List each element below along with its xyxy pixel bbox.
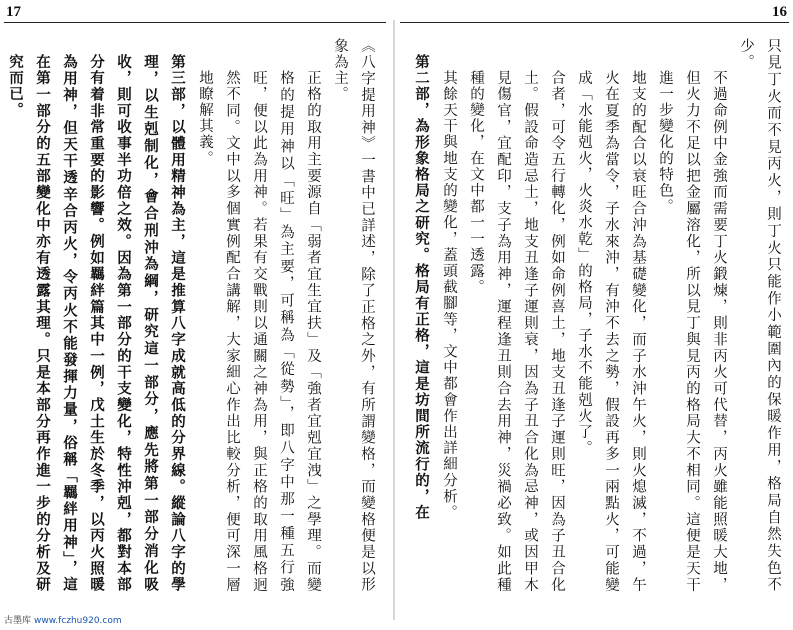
paragraph: 合者，可令五行轉化，例如命例喜土，地支丑逢子運則旺，因為子丑合化土。假設命造忌土，地支丑逢子運則衰，因為子丑合化為忌神，或因甲木見傷官，宜配印，支子為用神，運程逢丑則合去用神，災禍必致。如此種種的變化，在文中都一一透露。 <box>468 69 565 593</box>
header-rule-left <box>4 22 386 23</box>
book-spine <box>393 20 395 620</box>
site-watermark <box>4 613 122 626</box>
paragraph: 地支的配合以衰旺合沖為基礎變化，而子水沖午火，則火熄滅，不過，午火在夏季為當令，子水來沖，有沖不去之勢，假設再多一兩點火，可能變成「水能剋火，火炎水乾」的格局，子水不能剋火了。 <box>576 69 646 593</box>
paragraph: 其餘天干與地支的變化，蓋頭截腳等，文中都會作出詳細分析。 <box>441 69 457 521</box>
paragraph: 《八字提用神》一書中已詳述，除了正格之外，有所謂變格，而變格便是以形象為主。 <box>332 38 375 593</box>
paragraph: 正格的取用主要源自「弱者宜生宜扶」及「強者宜剋宜洩」之學理。而變格的提用神以「旺」為主要，可稱為「從勢」，即八字中那一種五行強旺，便以此為用神。若果有交戰則以通關之神為用，與正格的取用風格迥然不同。文中以多個實例配合講解，大家細心作出比較分析，便可深一層地瞭解其義。 <box>197 69 321 593</box>
site-url: www.fczhu920.com <box>34 616 122 626</box>
right-page-text <box>414 38 786 593</box>
section-heading-part-three: 第三部，以體用精神為主，這是推算八字成就高低的分界線。縱論八字的學理，以生剋制化，會合刑沖為綱，研究這一部分，應先將第一部分消化吸收，則可收事半功倍之效。因為第一部分的干支變化，特性沖剋，都對本部分有着非常重要的影響。例如羈絆篇其中一例，戊土生於冬季，以丙火照暖為用神，但天干透辛合丙火，令丙火不能發揮力量，俗稱「羈絆用神」，這在第一部分的五部變化中亦有透露其理。只是本部分再作進一步的分析及研究而已。 <box>7 53 186 593</box>
paragraph: 不過命例中金強而需要丁火鍛煉，則非丙火可代替，丙火雖能照暖大地，但火力不足以把金屬溶化，所以見丁與見丙的格局大不相同。這便是天干進一步變化的特色。 <box>657 69 727 593</box>
page-number-left: 17 <box>6 4 21 20</box>
header-rule-right <box>400 22 789 23</box>
paragraph: 只見丁火而不見丙火，則丁火只能作小範圍內的保暖作用，格局自然失色不少。 <box>738 38 781 593</box>
page-number-right: 16 <box>772 4 787 20</box>
site-logo-text: 古墨库 <box>4 616 32 626</box>
section-heading-part-two: 第二部，為形象格局之研究。格局有正格，這是坊間所流行的，在 <box>413 53 430 521</box>
left-page-text <box>7 38 380 593</box>
